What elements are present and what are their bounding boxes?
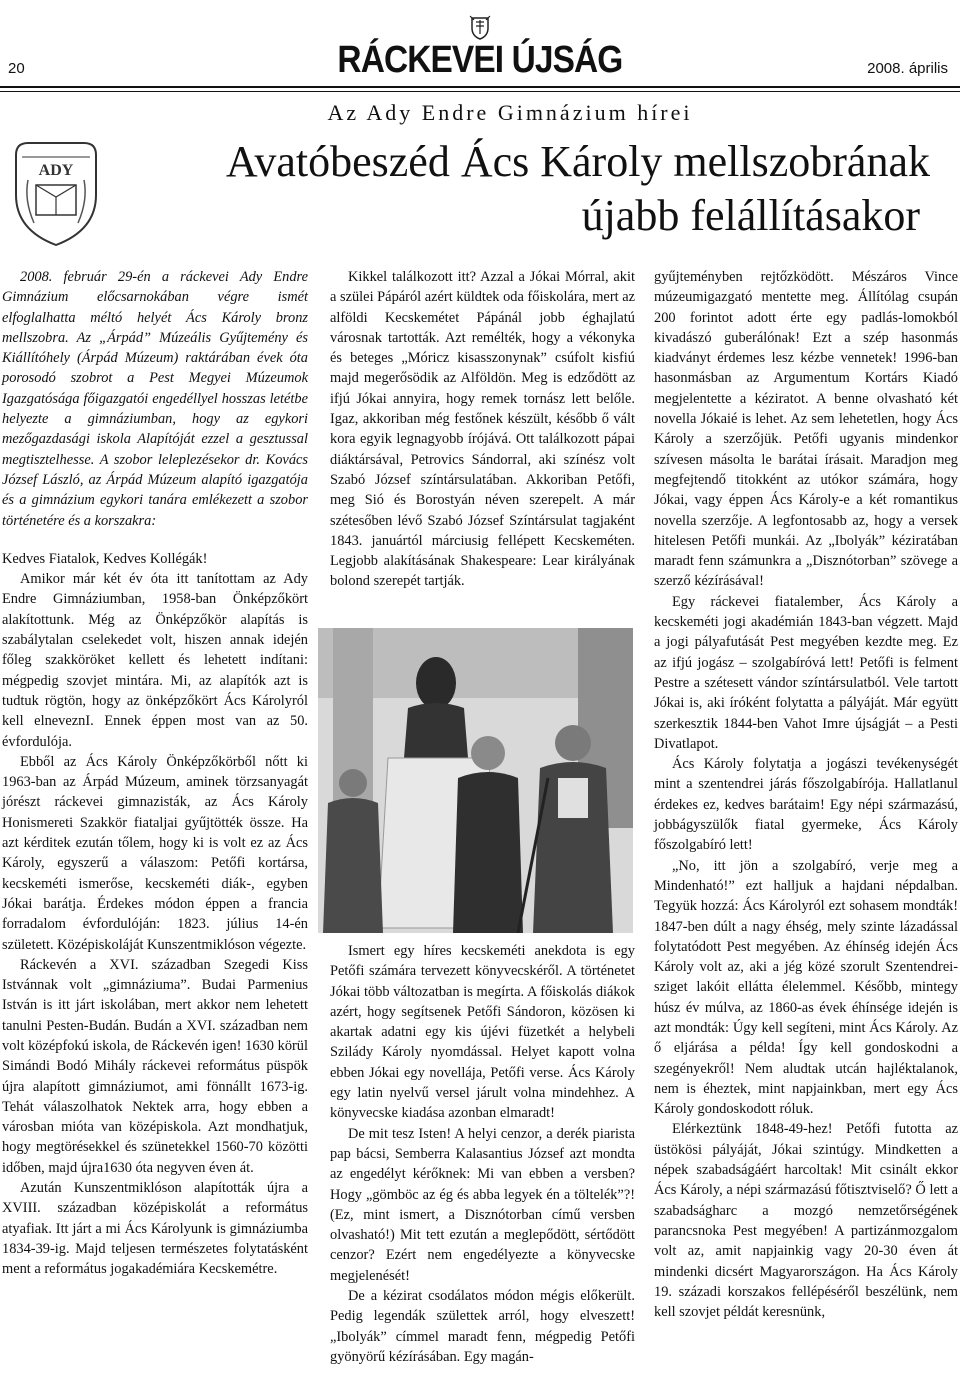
header-rule [0,86,960,88]
article-title-line1: Avatóbeszéd Ács Károly mellszobrának [225,137,930,186]
paragraph: Ebből az Ács Károly Önképzőkörből nőtt ki 1963-ban az Árpád Múzeum, aminek törzsanyagát jórészt ráckevei gimnazisták, az Ács Károly Honismereti Szakkör fiataljai gyűjtötték össze. Ha azt kérditek ezután tőlem, hogy ki is volt ez az Ács Károly, egyszerű a válaszom: Petőfi kortársa, kecskeméti ismerőse, kecskeméti diák-, egyben Jókai barátja. Érdekes módon éppen a francia forradalom évfordulóján: 1823. július 14-én született. Középiskoláját Kunszentmiklóson végezte. [2,753,308,953]
newspaper-title: RÁCKEVEI ÚJSÁG [337,39,623,81]
column-1 [2,267,308,1280]
school-logo [6,135,106,250]
paragraph: „No, itt jön a szolgabíró, verje meg a Mindenható!” ezt halljuk a hajdani népdalban. Tegyük hozzá: Ács Károlyról ezt sohasem mondták! 1847-ben dúlt a nagy éhség, mely szinte lázadással folytatódott Pest megyében. Az éhínség idején Ács Károly volt az, aki a jég közé szorult Szentendrei-sziget lakóit ellátta élelemmel. Később, mintegy húsz év múlva, az 1860-as évek éhínsége idején is azt mondták: Úgy kell segíteni, mint Ács Károly. Az ő eljárása a példa! Így kell gondoskodni a szegényekről! Nem aludtak utcán hajléktalanok, nem is éheztek, mint napjainkban, mert egy Ács Károly gondoskodott róluk. [654,857,958,1118]
logo-text: ADY [38,162,74,179]
paragraph: Azután Kunszentmiklóson alapították újra a XVIII. században középiskolát a református atyafiak. Itt járt a mi Ács Károlyunk is gimnáziumba 1834-39-ig. Majd teljesen természetes folytatásként ment a református jogakadémiára Kecskemétre. [2,1180,308,1278]
page-number: 20 [8,60,25,77]
paragraph: Elérkeztünk 1848-49-hez! Petőfi futotta az üstökösi pályáját, Jókai szintúgy. Mindketten a népek szabadságáért harcoltak! Mit csinált ekkor Ács Károly, a népi származású főtisztviselő? Ő lett a szabadságharc a mozgó nemzetőrségének parancsnoka Pest megyében! A partizánmozgalom volt az, amit napjainkig vagy 20-30 éven át mindenki dicsért Magyarországon. Ha Ács Károly 19. századi korszakos fellépéséről beszélünk, nem kell szovjet példát keresnünk, [654,1121,958,1321]
page-header [0,0,960,95]
paragraph: Ács Károly folytatja a jogászi tevékenységét mint a szentendrei járás főszolgabírója. Hallatlanul érdekes ez, kedves barátaim! Egy népi származású, jobbágyszülők fiatal gyermeke, Ács Károly főszolgabíró lett! [654,756,958,854]
paragraph: Ismert egy híres kecskeméti anekdota is egy Petőfi számára tervezett könyvecskéről. A történetet Jókai több változatban is megírta. A főiskolás diákok azért, hogy segítsenek Petőfi Sándoron, közösen ki akartak adatni egy kis újévi füzetkét a helybeli Szilády Károly nyomdással. Helyet kapott volna ebben Jókai egy novellája, Petőfi verse. Ács Károly egy latin nyelvű versel járult volna mindehhez. A könyvecske kiadása azonban elmaradt! [330,943,635,1122]
masthead [0,14,960,80]
paragraph: Egy ráckevei fiatalember, Ács Károly a kecskeméti jogi akadémián 1843-ban végzett. Majd a jogi pályafutását Pest megyében kezdte meg. Ez az ifjú jogász – szolgabíróvá lett! Petőfi is felment Pestre a szétesett vándor színtársulatból. Vele tartott Jókai is, aki íróként folytatta a pályáját. Már együtt szerkesztik 1844-ben Vahot Imre újságját – a Pesti Divatlapot. [654,593,958,752]
ceremony-photo [318,628,633,933]
paragraph: Ráckevén a XVI. században Szegedi Kiss Istvánnak volt „gimnáziuma”. Budai Parmenius István is itt járt iskolában, mert akkor nem lehetett tanulni Pesten-Budán. Budán a XVI. században nem volt középfokú iskola, de Ráckevén igen! 1630 körül Simándi Bodó Mihály ráckevei református püspök újra alapított gimnáziumot, ami fönnállt 1673-ig. Tehát válaszolhatok Nektek arra, hogy ebben a városban mióta van középiskola. Azt mondhatjuk, hogy megtörésekkel és szünetekkel 1560-70 közötti időben, majd újra1630 óta negyven éven át. [2,956,308,1176]
column-3 [654,267,958,1322]
article-title-line2: újabb felállításakor [581,191,920,240]
paragraph: De a kézirat csodálatos módon mégis előkerült. Pedig legendák születtek arról, hogy elveszett! „Ibolyák” címmel maradt fenn, mégpedig Petőfi gyönyörű kézírásában. Egy magán- [330,1288,635,1365]
salutation: Kedves Fiatalok, Kedves Kollégák! [2,550,208,567]
article-lead: 2008. február 29-én a ráckevei Ady Endre Gimnázium előcsarnokában végre ismét elfoglalhatta méltó helyét Ács Károly bronz mellszobra. Az „Árpád” Múzeális Gyűjtemény és Kiállítóhely (Árpád Múzeum) raktárában évek óta porosodó szobrot a Pest Megyei Múzeumok Igazgatósága főigazgatói engedéllyel hosszas letétbe helyezte a gimnáziumban, hogy az egykori mezőgazdasági iskola Alapítóját ezzel a gesztussal megtisztelhesse. A szobor leleplezésekor dr. Kovács József László, az Árpád Múzeum alapító igazgatója és a gimnázium egykori tanára emlékezett a szobor történetére és a korszakra: [2,269,308,529]
coat-of-arms-icon [464,14,496,40]
column-2-lower [330,941,635,1367]
section-title: Az Ady Endre Gimnázium hírei [327,100,693,125]
paragraph: Amikor már két év óta itt tanítottam az Ady Endre Gimnáziumban, 1958-ban Önképzőkört alakítottunk. Még az Önképzőkör alapítás is szabálytalan cselekedet volt, hiszen annak idején főleg szakköröket kellett és lehetett indítani: mégpedig szovjet mintára. Mi, az alapítók azt is tudtuk rögtön, hogy az önképzőkört Ács Károlyról kell elneveznI. Ennek éppen most van az 50. évfordulója. [2,571,308,750]
paragraph: Kikkel találkozott itt? Azzal a Jókai Mórral, akit a szülei Pápáról azért küldtek oda főiskolára, mert az alföldi Kecskemétet Pápánál jobb éghajlatú városnak tartották. Azt remélték, hogy a vékonyka és beteges „Móricz kisasszonynak” csúfolt kisfiú majd megerősödik az Alföldön. Meg is edződött az ifjú Jókai annyira, hogy remek tornász lett belőle. Igaz, akkoriban még festőnek készült, később ő vált kora egyik legnagyobb írójává. Ott találkozott pápai diáktársával, Petrovics Sándorral, aki színész volt Szabó József színtársulatában. Akkoriban Petőfi, meg Sió és Borostyán néven szerepelt. A már szétesőben lévő Szabó József Színtársulat tagjaként 1843. januártól márciusig fellépett Kecskeméten. Legjobb alakításának Shakespeare: Lear királyának bolond szerepét tartják. [330,269,635,590]
header-rule-thin [0,91,960,92]
paragraph: gyűjteményben rejtőzködött. Mészáros Vince múzeumigazgató mentette meg. Állítólag csupán 200 forintot adott érte egy padlás-lomokból kivadászó guberálónak! Ezt a szép hasonmás kiadványt érdemes lesz kézbe vennetek! 1996-ban hasonmásban az Argumentum Kortárs Kiadó megjelentette a kéziratot. A benne olvasható két novella Jókaié is lehet. Az sem lehetetlen, hogy Ács Károly a szerzőjük. Petőfi ugyanis mindenkor szívesen másolta le barátai írásait. Maradjon meg megfejtendő titokként az utókor számára, hogy Jókai, vagy éppen Ács Károly-e a két romantikus novella szerzője. A legfontosabb az, hogy a versek hitelesen Petőfi munkái. Az „Ibolyák” kéziratában maradt fenn számunkra a „Disznótorban” szövege a szerző kézírásával! [654,269,958,590]
issue-date: 2008. április [867,60,948,77]
paragraph: De mit tesz Isten! A helyi cenzor, a derék piarista pap bácsi, Semberra Kalasantius József azt mondta az engedélyt kérőknek: Mi van ebben a versben? Hogy „gömböc az ég és abba legyek én a töltelék”?! (Ez, mint ismert, a Disznótorban című versben olvasható!) Mit tett ezután a meglepődött, sértődött cenzor? Ezért nem engedélyezte a könyvecske megjelenését! [330,1125,635,1284]
column-2 [330,267,635,592]
